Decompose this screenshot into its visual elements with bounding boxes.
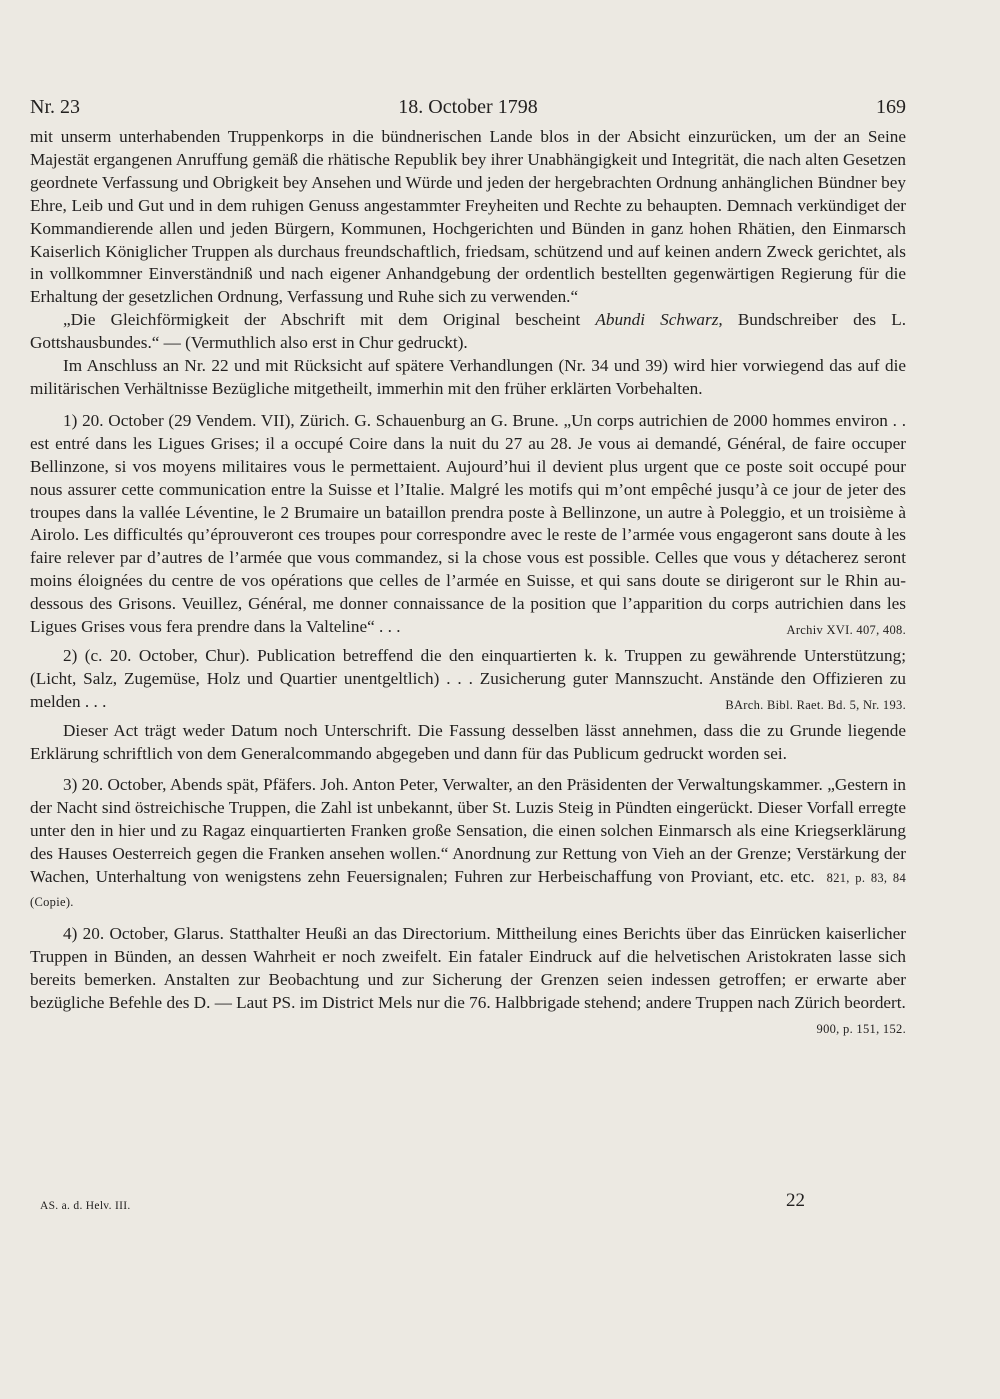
paragraph-commentary: Dieser Act trägt weder Datum noch Unterschrift. Die Fassung desselben lässt annehmen, dass die zu Grunde liegende Erklärung schriftlich von dem Generalcommando abgegeben und dann für das Publicum gedruckt worden sei. [30, 720, 906, 763]
paragraph-entry-3 [30, 774, 906, 913]
document-number: Nr. 23 [30, 96, 80, 118]
entry-1-text: 1) 20. October (29 Vendem. VII), Zürich. G. Schauenburg an G. Brune. „Un corps autrichien de 2000 hommes environ . . est entré dans les Ligues Grises; il a occupé Coire dans la nuit du 27 au 28. Je vous ai demandé, Général, de faire occuper Bellinzone, si vos moyens militaires vous le permettaient. Aujourd’hui il devient plus urgent que ce poste soit occupé pour nous assurer cette communication entre la Suisse et l’Italie. Malgré les motifs qui m’ont empêché jusqu’à ce jour de jeter des troupes dans la vallée Léventine, le 2 Brumaire un bataillon prendra poste à Bellinzone, un autre à Poleggio, et un troisième à Airolo. Les difficultés qu’éprouveront ces troupes pour correspondre avec le reste de l’armée vous engageront sans doute à les faire relever par d’autres de l’armée que vous commandez, si la chose vous est possible. Celles que vous y détacherez seront moins éloignées du centre de vos opérations que celles de l’armée en Suisse, et qui sans doute se dirigeront sur le Rhin au-dessous des Grisons. Veuillez, Général, me donner connaissance de la position que l’apparition du corps autrichien dans les Ligues Grises vous fera prendre dans la Valteline“ . . . [30, 410, 906, 637]
paragraph-entry-2 [30, 645, 906, 714]
paragraph-entry-4 [30, 923, 906, 1036]
printer-signature: AS. a. d. Helv. III. [40, 1200, 131, 1212]
attestation-text-a: „Die Gleichförmigkeit der Abschrift mit dem Original bescheint [63, 310, 596, 330]
paragraph-editorial-note: Im Anschluss an Nr. 22 und mit Rücksicht auf spätere Verhandlungen (Nr. 34 und 39) wird hier vorwiegend das auf die militärischen Verhältnisse Bezügliche mitgetheilt, immerhin mit den früher erklärten Vorbehalten. [30, 356, 906, 398]
attestation-text-b: Bundschreiber des L. Gottshausbundes.“ — (Vermuthlich also erst in Chur gedruckt). [30, 310, 906, 353]
sheet-number: 22 [786, 1190, 805, 1211]
entry-1-citation: Archiv XVI. 407, 408. [786, 623, 906, 638]
entry-3-citation: 821, p. 83, 84 (Copie). [30, 871, 906, 909]
paragraph-proclamation: mit unserm unterhabenden Truppenkorps in die bündnerischen Lande blos in der Absicht einzurücken, um der an Seine Majestät ergangenen Anruffung gemäß die rhätische Republik bey ihrer Unabhängigkeit und Integrität, die nach alten Gesetzen geordnete Verfassung und Obrigkeit bey Ansehen und Würde und jeden der hergebrachten Ordnung anhänglichen Bündner bey Ehre, Leib und Gut und in dem ruhigen Genuss angestammter Freyheiten und Rechte zu behaupten. Demnach verkündiget der Kommandierende allen und jeden Bürgern, Kommunen, Hochgerichten und Bünden in ganz hohen Rhätien, den Einmarsch Kaiserlich Königlicher Truppen als durchaus freundschaftlich, friedsam, schützend und auf keinen andern Zweck gerichtet, als in vollkommner Einverständniß und nach eigener Anhandgebung der ordentlich bestellten gegenwärtigen Regierung für die Erhaltung der gesetzlichen Ordnung, Verfassung und Ruhe sich zu verwenden.“ [30, 127, 906, 307]
header-date: 18. October 1798 [398, 96, 538, 118]
entry-4-citation: 900, p. 151, 152. [816, 1021, 906, 1036]
page-footer [30, 1190, 906, 1220]
page-header [30, 92, 906, 122]
page-number: 169 [876, 96, 906, 118]
entry-4-text: 4) 20. October, Glarus. Statthalter Heußi an das Directorium. Mittheilung eines Berichts über das Einrücken kaiserlicher Truppen in Bünden, an dessen Wahrheit er noch zweifelt. Ein fataler Eindruck auf die helvetischen Aristokraten lasse sich bereits bemerken. Anstalten zur Beobachtung und zur Sicherung der Grenzen seien indessen getroffen; er erwarte aber bezügliche Befehle des D. — Laut PS. im District Mels nur die 76. Halbbrigade stehend; andere Truppen nach Zürich beordert. [30, 923, 906, 1012]
entry-2-citation: BArch. Bibl. Raet. Bd. 5, Nr. 193. [725, 697, 906, 712]
paragraph-entry-1 [30, 410, 906, 639]
body-text [30, 126, 906, 1040]
entry-2-text: 2) (c. 20. October, Chur). Publication betreffend die den einquartierten k. k. Truppen zu gewährende Unterstützung; (Licht, Salz, Zugemüse, Holz und Quartier unentgeltlich) . . . Zusicherung guter Mannszucht. Anstände den Offizieren zu melden . . . [30, 645, 906, 711]
paragraph-attestation [30, 309, 906, 355]
signer-name: Abundi Schwarz, [595, 310, 723, 330]
entry-3-text: 3) 20. October, Abends spät, Pfäfers. Joh. Anton Peter, Verwalter, an den Präsidenten der Verwaltungskammer. „Gestern in der Nacht sind östreichische Truppen, die Zahl ist unbekannt, über St. Luzis Steig in Pündten eingerückt. Dieser Vorfall erregte unter den in hier und zu Ragaz einquartierten Franken große Sensation, die einen solchen Einmarsch als eine Kriegserklärung des Hauses Oesterreich gegen die Franken ansehen wollen.“ Anordnung zur Rettung von Vieh an der Grenze; Verstärkung der Wachen, Unterhaltung von wenigstens zehn Feuersignalen; Fuhren zur Herbeischaffung von Proviant, etc. etc. [30, 775, 906, 887]
